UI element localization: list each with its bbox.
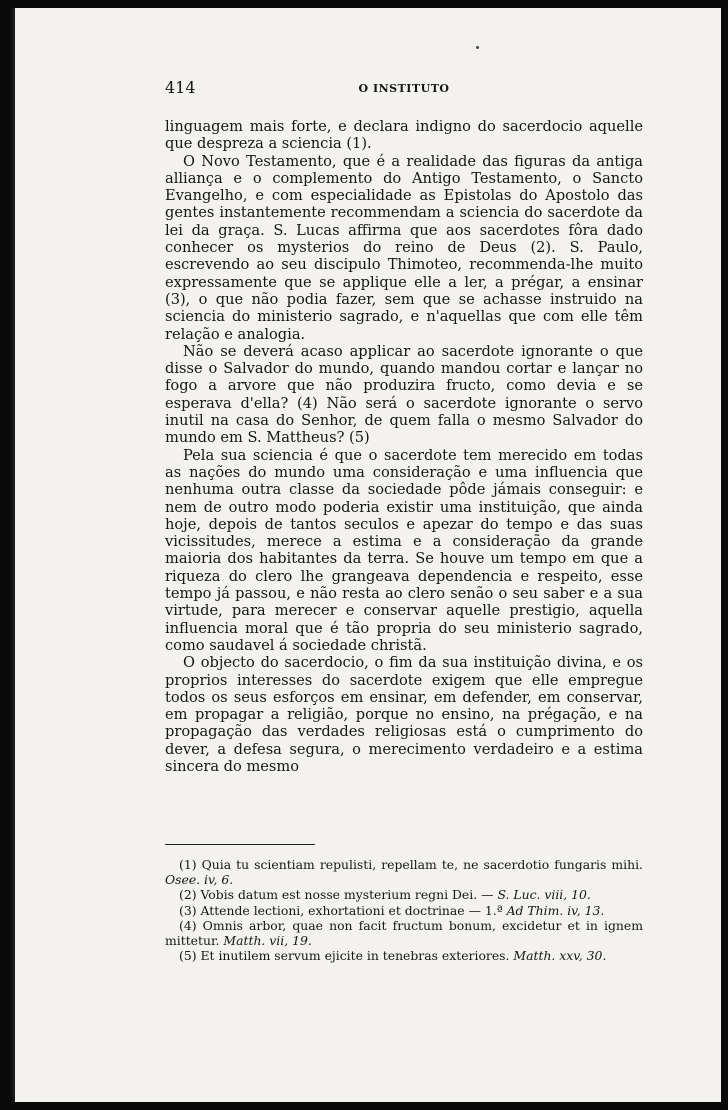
footnote-reference: Matth. xxv, 30. (513, 948, 607, 964)
page-header (165, 78, 643, 100)
footnote (165, 948, 643, 963)
footnote-text: (4) Omnis arbor, quae non facit fructum bonum, excidetur et in ignem mittetur. (165, 917, 643, 949)
paragraph: Não se deverá acaso applicar ao sacerdote ignorante o que disse o Salvador do mundo, quando mandou cortar e lançar no fogo a arvore que não produzira fructo, como devia e se esperava d'ella? (4) Não será o sacerdote ignorante o servo inutil na casa do Senhor, de quem falla o mesmo Salvador do mundo em S. Mattheus? (5) (165, 342, 643, 447)
footnote-text: (2) Vobis datum est nosse mysterium regni Dei. — (179, 887, 498, 903)
paragraph: O objecto do sacerdocio, o fim da sua instituição divina, e os proprios interesses do sacerdote exigem que elle empregue todos os seus esforços em ensinar, em defender, em conservar, em propagar a religião, porque no ensino, na prégação, e na propagação das verdades religiosas está o cumprimento do dever, a defesa segura, o merecimento verdadeiro e a estima sincera do mesmo (165, 654, 643, 775)
footnote-reference: S. Luc. viii, 10. (497, 887, 591, 903)
paragraph: Pela sua sciencia é que o sacerdote tem merecido em todas as nações do mundo uma consideração e uma influencia que nenhuma outra classe da sociedade pôde jámais conseguir: e nem de outro modo poderia existir uma instituição, que ainda hoje, depois de tantos seculos e apezar do tempo e das suas vicissitudes, merece a estima e a consideração da grande maioria dos habitantes da terra. Se houve um tempo em que a riqueza do clero lhe grangeava dependencia e respeito, esse tempo já passou, e não resta ao clero senão o seu saber e a sua virtude, para merecer e conservar aquelle prestigio, aquella influencia moral que é tão propria do seu ministerio sagrado, como saudavel á sociedade christã. (165, 446, 643, 654)
ink-speck (476, 46, 479, 49)
footnote-text: (1) Quia tu scientiam repulisti, repellam te, ne sacerdotio fungaris mihi. (179, 857, 643, 872)
paragraph: O Novo Testamento, que é a realidade das figuras da antiga alliança e o complemento do Antigo Testamento, o Sancto Evangelho, e com especialidade as Epistolas do Apostolo das gentes instantemente recommendam a sciencia do sacerdote da lei da graça. S. Lucas affirma que aos sacerdotes fôra dado conhecer os mysterios do reino de Deus (2). S. Paulo, escrevendo ao seu discipulo Thimoteo, recommenda-lhe muito expressamente que se applique elle a ler, a prégar, a ensinar (3), o que não podia fazer, sem que se achasse instruido na sciencia do ministerio sagrado, e n'aquellas que com elle têm relação e analogia. (165, 152, 643, 343)
footnote (165, 918, 643, 948)
footnote (165, 857, 643, 887)
footnote-reference: Osee. iv, 6. (165, 872, 234, 888)
footnote (165, 887, 643, 902)
footnote-text: (5) Et inutilem servum ejicite in tenebras exteriores. (179, 948, 510, 964)
footnotes (165, 857, 643, 963)
paragraph: linguagem mais forte, e declara indigno do sacerdocio aquelle que despreza a sciencia (1). (165, 118, 643, 153)
footnote (165, 903, 643, 918)
page-content (165, 78, 643, 963)
footnote-reference: Matth. vii, 19. (223, 933, 312, 949)
footnote-reference: Ad Thim. iv, 13. (506, 902, 605, 918)
footnote-text: (3) Attende lectioni, exhortationi et doctrinae — 1.ª (179, 902, 507, 918)
running-title: O INSTITUTO (358, 82, 450, 95)
scanned-page (12, 8, 721, 1102)
page-number: 414 (165, 78, 196, 97)
body-text (165, 118, 643, 834)
footnote-rule (165, 844, 315, 845)
